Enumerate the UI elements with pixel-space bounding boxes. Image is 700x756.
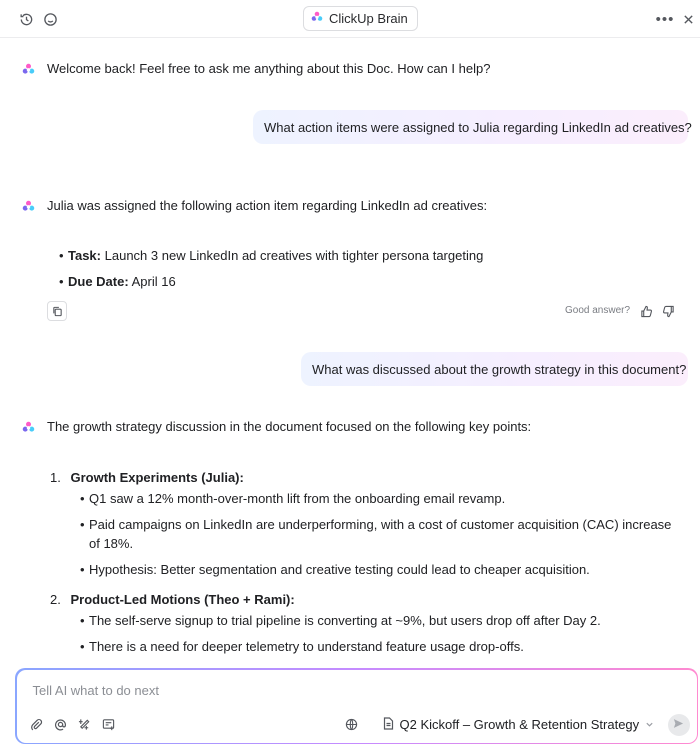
list-item: • There is a need for deeper telemetry to understand feature usage drop-offs. <box>80 639 524 654</box>
composer-inner <box>17 670 697 743</box>
user-message-text: What action items were assigned to Julia regarding LinkedIn ad creatives? <box>264 119 692 135</box>
ai-message-answer-2 <box>19 418 531 436</box>
more-icon[interactable]: ••• <box>655 10 675 28</box>
mention-icon[interactable] <box>53 717 69 733</box>
list-item: • Task: Launch 3 new LinkedIn ad creatives with tighter persona targeting <box>59 248 484 263</box>
sparkle-tools-icon[interactable] <box>77 717 93 733</box>
user-message-bubble <box>301 352 688 386</box>
globe-icon[interactable] <box>344 717 360 733</box>
close-icon[interactable] <box>679 9 697 29</box>
user-message-text: What was discussed about the growth strategy in this document? <box>312 361 687 377</box>
list-item: • The self-serve signup to trial pipeline is converting at ~9%, but users drop off after Day 2. <box>80 613 601 628</box>
thumbs-up-icon[interactable] <box>638 303 654 319</box>
new-chat-icon[interactable] <box>40 9 60 29</box>
chevron-down-icon <box>645 717 654 732</box>
user-message-bubble <box>253 110 692 144</box>
brain-avatar-icon <box>19 60 37 78</box>
brain-avatar-icon <box>19 418 37 436</box>
attach-icon[interactable] <box>29 717 45 733</box>
ai-message-answer-1 <box>19 197 487 215</box>
template-icon[interactable] <box>101 717 117 733</box>
brain-title-pill[interactable] <box>303 6 418 31</box>
section-heading: 2. Product-Led Motions (Theo + Rami): <box>50 592 295 607</box>
history-icon[interactable] <box>16 9 36 29</box>
ai-message-welcome <box>19 60 490 78</box>
section-heading: 1. Growth Experiments (Julia): <box>50 470 244 485</box>
ai-message-text: Julia was assigned the following action item regarding LinkedIn ad creatives: <box>47 198 488 213</box>
brain-logo-icon <box>311 11 323 26</box>
page-title: ClickUp Brain <box>329 11 408 26</box>
ai-message-text: Welcome back! Feel free to ask me anything about this Doc. How can I help? <box>47 61 491 76</box>
copy-button[interactable] <box>47 301 67 321</box>
list-item: • Due Date: April 16 <box>59 274 176 289</box>
ai-message-text: The growth strategy discussion in the document focused on the following key points: <box>47 419 532 434</box>
composer <box>15 668 698 744</box>
document-icon <box>383 717 394 733</box>
list-item-continuation: of 18%. <box>89 536 134 551</box>
send-icon <box>673 717 684 732</box>
feedback-label: Good answer? <box>565 305 631 316</box>
list-item: • Paid campaigns on LinkedIn are underperforming, with a cost of customer acquisition (CAC) increase <box>80 517 672 532</box>
send-button[interactable] <box>668 714 690 736</box>
doc-context-selector[interactable] <box>383 715 655 735</box>
doc-name: Q2 Kickoff – Growth & Retention Strategy <box>399 717 640 732</box>
list-item: • Hypothesis: Better segmentation and creative testing could lead to cheaper acquisition. <box>80 562 590 577</box>
prompt-input[interactable]: Tell AI what to do next <box>32 682 159 698</box>
list-item: • Q1 saw a 12% month-over-month lift from the onboarding email revamp. <box>80 491 506 506</box>
brain-avatar-icon <box>19 197 37 215</box>
thumbs-down-icon[interactable] <box>660 303 676 319</box>
top-bar <box>0 0 700 38</box>
